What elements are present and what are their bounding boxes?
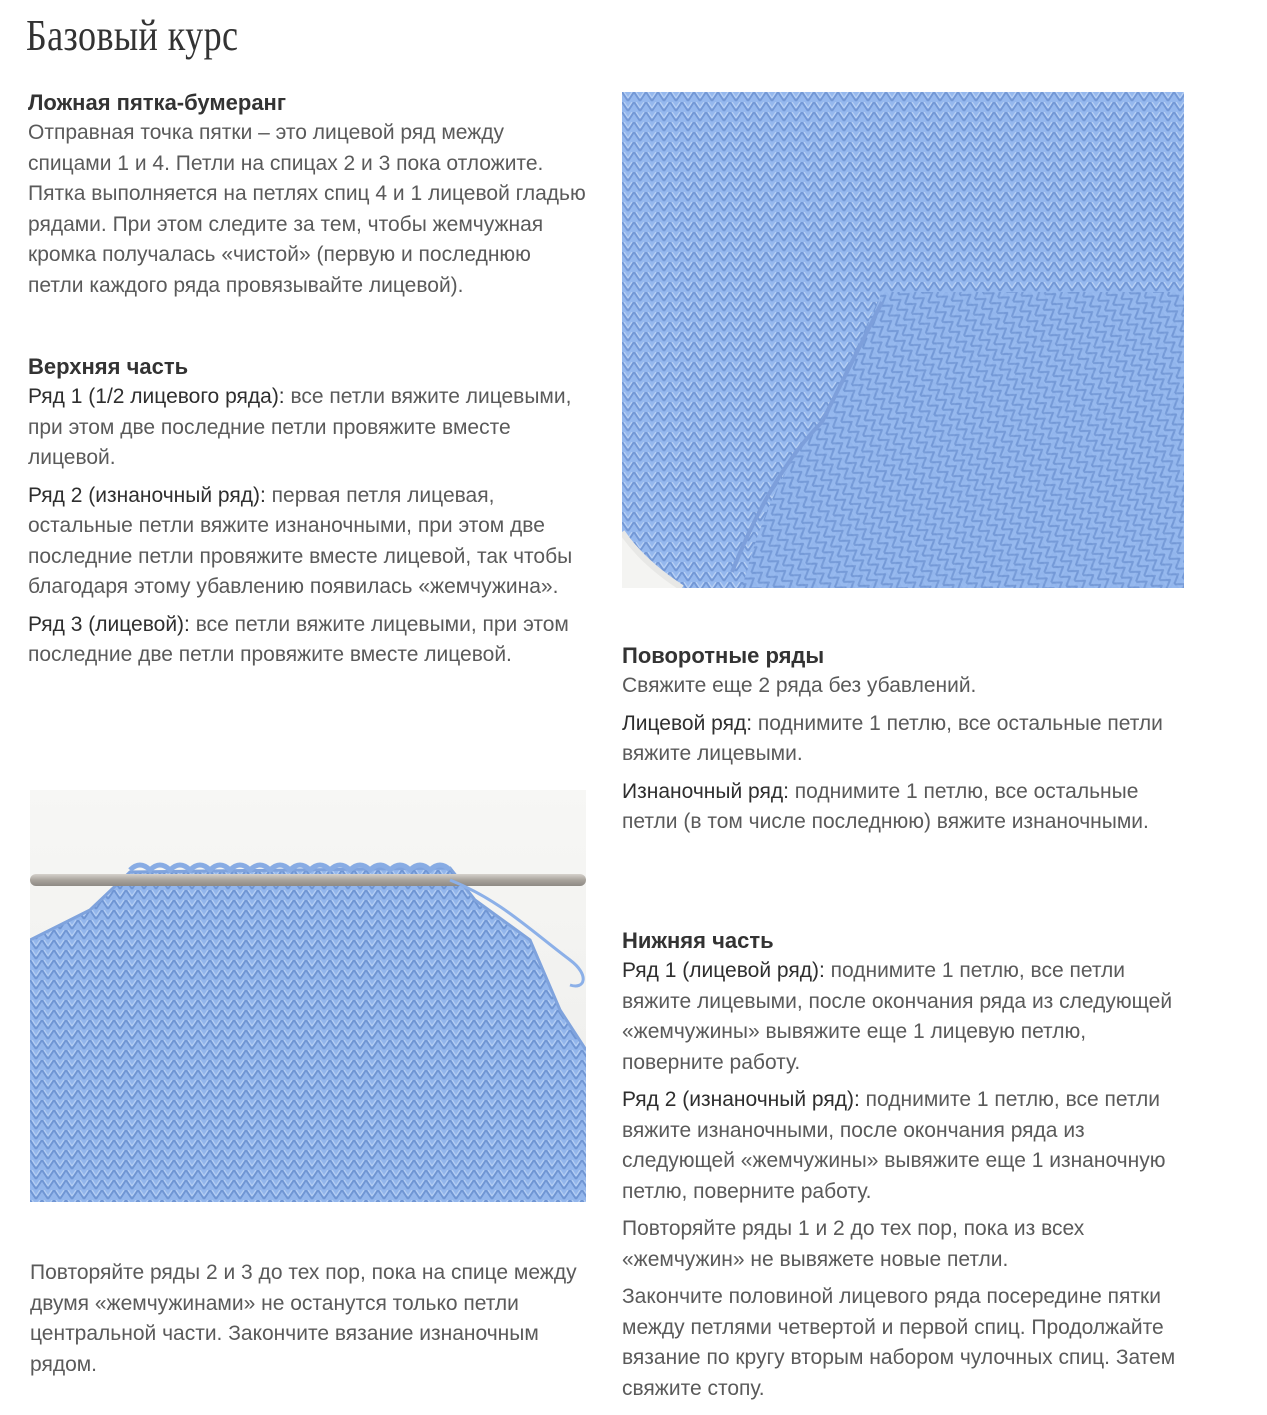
section-upper-part (28, 352, 588, 671)
turning-row-purl-label: Изнаночный ряд: (622, 779, 789, 803)
upper-row-3 (28, 610, 588, 671)
upper-row-1-text: все петли вяжите лицевыми, при этом две последние петли провяжите вместе лицевой. (28, 385, 572, 469)
turning-row-purl (622, 777, 1192, 838)
photo-heel-on-needle (30, 790, 586, 1202)
lower-heading: Нижняя часть (622, 928, 774, 953)
turning-intro: Свяжите еще 2 ряда без убавлений. (622, 674, 977, 697)
turning-row-knit-text: поднимите 1 петлю, все остальные петли вяжите лицевыми. (622, 711, 1163, 765)
section-turning-rows (622, 641, 1192, 838)
lower-row-1 (622, 956, 1192, 1078)
turning-row-purl-text: поднимите 1 петлю, все остальные петли (в том числе последнюю) вяжите изнаночными. (622, 779, 1149, 833)
lower-row-1-text: поднимите 1 петлю, все петли вяжите лицевыми, после окончания ряда из следующей «жемчужины» вывяжите еще 1 лицевую петлю, поверните работу. (622, 959, 1173, 1074)
turning-row-knit-label: Лицевой ряд: (622, 711, 753, 735)
upper-row-2-label: Ряд 2 (изнаночный ряд): (28, 483, 266, 507)
lower-row-2 (622, 1085, 1192, 1207)
section-intro (28, 88, 588, 301)
lower-paragraph-finish: Закончите половиной лицевого ряда посередине пятки между петлями четвертой и первой спиц. Продолжайте вязание по кругу вторым набором чулочных спиц. Затем свяжите стопу. (622, 1285, 1176, 1400)
lower-row-2-text: поднимите 1 петлю, все петли вяжите изнаночными, после окончания ряда из следующей «жемчужины» вывяжите еще 1 изнаночную петлю, поверните работу. (622, 1088, 1166, 1203)
upper-row-2 (28, 481, 588, 603)
photo-finished-heel (622, 92, 1184, 588)
section-repeat-note (30, 1258, 590, 1380)
upper-row-1-label: Ряд 1 (1/2 лицевого ряда): (28, 385, 285, 408)
upper-heading: Верхняя часть (28, 354, 189, 379)
lower-row-2-label: Ряд 2 (изнаночный ряд): (622, 1088, 860, 1111)
upper-row-1 (28, 382, 588, 474)
knit-photo-right (622, 92, 1184, 588)
upper-row-3-text: все петли вяжите лицевыми, при этом последние две петли провяжите вместе лицевой. (28, 612, 569, 666)
turning-heading: Поворотные ряды (622, 643, 825, 668)
page-title: Базовый курс (26, 11, 239, 60)
intro-heading: Ложная пятка-бумеранг (28, 90, 287, 115)
turning-row-knit (622, 709, 1192, 770)
knit-photo-left (30, 790, 586, 1202)
upper-row-2-text: первая петля лицевая, остальные петли вяжите изнаночными, при этом две последние петли провяжите вместе лицевой, так чтобы благодаря этому убавлению появилась «жемчужина». (28, 483, 573, 598)
upper-row-3-label: Ряд 3 (лицевой): (28, 612, 190, 636)
lower-row-1-label: Ряд 1 (лицевой ряд): (622, 959, 825, 982)
section-lower-part (622, 926, 1192, 1404)
intro-text: Отправная точка пятки – это лицевой ряд между спицами 1 и 4. Петли на спицах 2 и 3 пока отложите. Пятка выполняется на петлях спиц 4 и 1 лицевой гладью рядами. При этом следите за тем, чтобы жемчужная кромка получалась «чистой» (первую и последнюю петли каждого ряда провязывайте лицевой). (28, 121, 586, 297)
repeat-note-text: Повторяйте ряды 2 и 3 до тех пор, пока на спице между двумя «жемчужинами» не останутся только петли центральной части. Закончите вязание изнаночным рядом. (30, 1261, 577, 1376)
lower-paragraph-repeat: Повторяйте ряды 1 и 2 до тех пор, пока из всех «жемчужин» не вывяжете новые петли. (622, 1217, 1085, 1271)
